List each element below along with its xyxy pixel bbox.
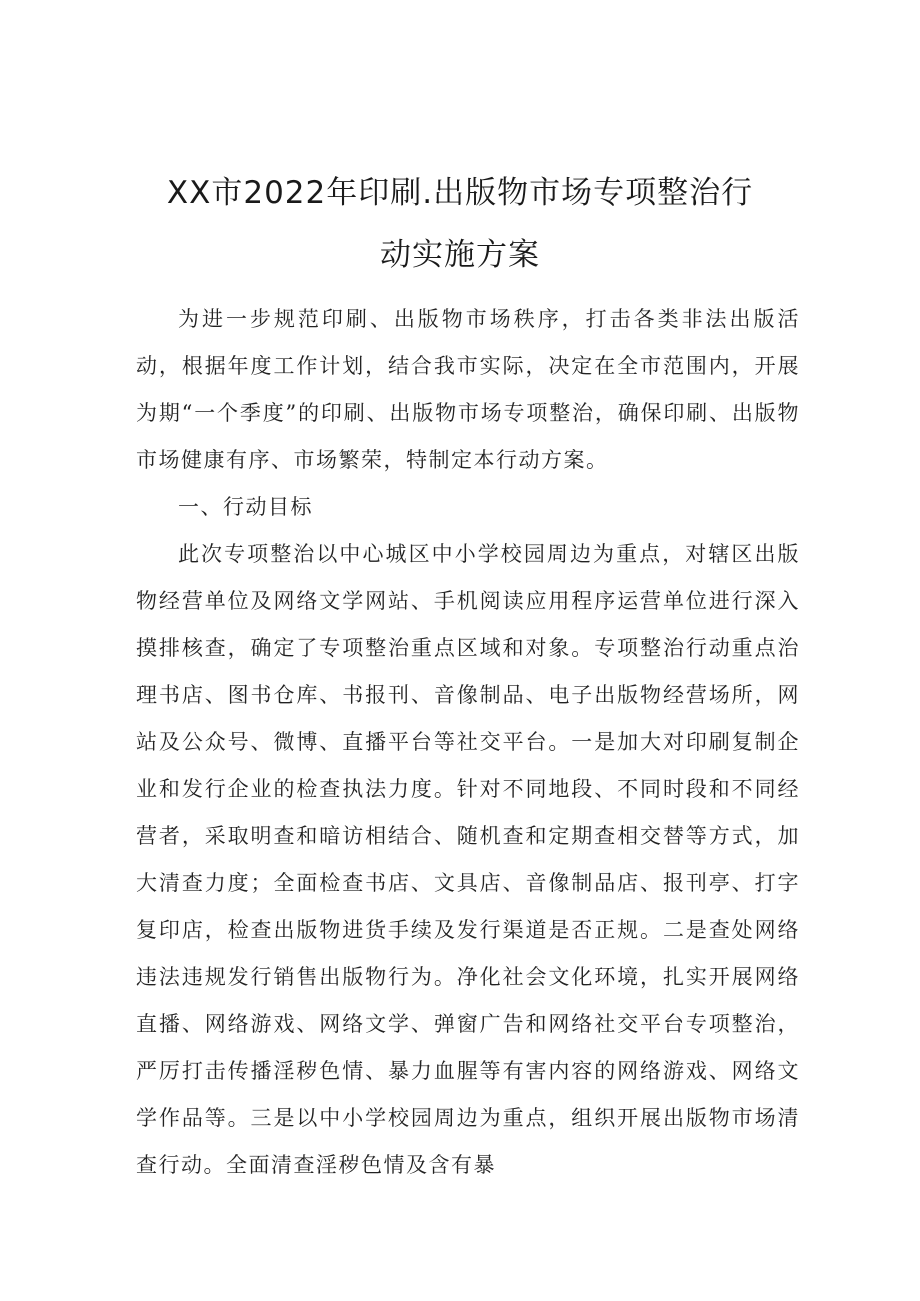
intro-paragraph: 为进一步规范印刷、出版物市场秩序，打击各类非法出版活动，根据年度工作计划，结合我市实际，决定在全市范围内，开展为期“一个季度”的印刷、出版物市场专项整治，确保印刷、出版物市场健康有序、市场繁荣，特制定本行动方案。	[136, 307, 800, 472]
document-title-line-1: XX市2022年印刷.出版物市场专项整治行	[166, 175, 754, 211]
document-body	[136, 296, 800, 1189]
section-paragraph-action-goals: 此次专项整治以中心城区中小学校园周边为重点，对辖区出版物经营单位及网络文学网站、手机阅读应用程序运营单位进行深入摸排核查，确定了专项整治重点区域和对象。专项整治行动重点治理书店、图书仓库、书报刊、音像制品、电子出版物经营场所，网站及公众号、微博、直播平台等社交平台。一是加大对印刷复制企业和发行企业的检查执法力度。针对不同地段、不同时段和不同经营者，采取明查和暗访相结合、随机查和定期查相交替等方式，加大清查力度；全面检查书店、文具店、音像制品店、报刊亭、打字复印店，检查出版物进货手续及发行渠道是否正规。二是查处网络违法违规发行销售出版物行为。净化社会文化环境，扎实开展网络直播、网络游戏、网络文学、弹窗广告和网络社交平台专项整治，严厉打击传播淫秽色情、暴力血腥等有害内容的网络游戏、网络文学作品等。三是以中小学校园周边为重点，组织开展出版物市场清查行动。全面清查淫秽色情及含有暴	[136, 542, 800, 1177]
document-title	[120, 162, 800, 286]
section-heading-action-goals: 一、行动目标	[178, 495, 313, 519]
document-title-line-2: 动实施方案	[380, 237, 540, 273]
